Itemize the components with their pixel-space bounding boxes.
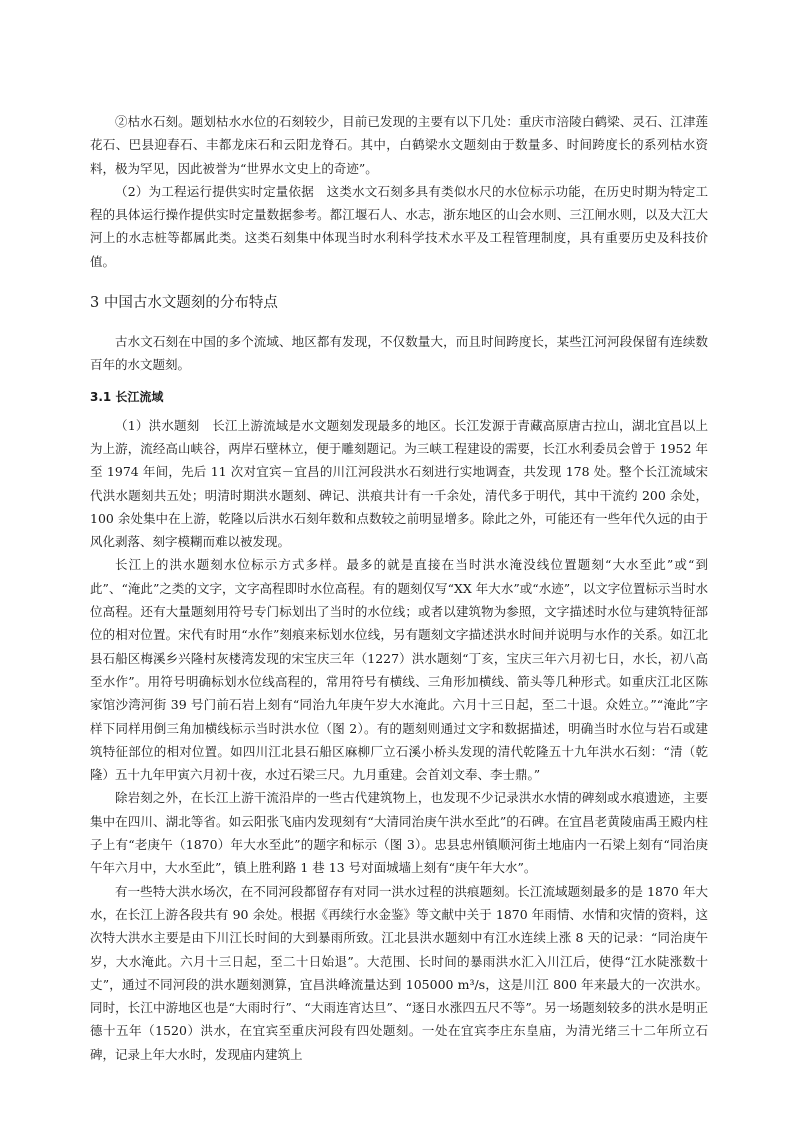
paragraph-engineering-basis: （2）为工程运行提供实时定量依据 这类水文石刻多具有类似水尺的水位标示功能，在历史时期为特定工程的具体运行操作提供实时定量数据参考。都江堰石人、水志，浙东地区的山会水则、三江闸水则，以及大江大河上的水志桩等都属此类。这类石刻集中体现当时水利科学技术水平及工程管理制度，具有重要历史及科技价值。 [90, 183, 708, 269]
paragraph-building-records: 除岩刻之外，在长江上游干流沿岸的一些古代建筑物上，也发现不少记录洪水水情的碑刻或水痕遗迹，主要集中在四川、湖北等省。如云阳张飞庙内发现刻有“大清同治庚午洪水至此”的石碑。在宜昌老黄陵庙禹王殿内柱子上有“老庚午（1870）年大水至此”的题字和标示（图 3）。忠县忠州镇顺河街土地庙内一石梁上刻有“同治庚午年六月中，大水至此”，镇上胜利路 1 巷 13 号对面城墙上刻有“庚午年大水”。 [90, 790, 708, 876]
section-3-heading: 3 中国古水文题刻的分布特点 [90, 295, 278, 312]
paragraph-dry-water-inscriptions: ②枯水石刻。题划枯水水位的石刻较少，目前已发现的主要有以下几处：重庆市涪陵白鹤梁、灵石、江津莲花石、巴县迎春石、丰都龙床石和云阳龙脊石。其中，白鹤梁水文题刻由于数量多、时间跨度长的系列枯水资料，极为罕见，因此被誉为“世界水文史上的奇迹”。 [90, 114, 708, 176]
section-3-intro: 古水文石刻在中国的多个流域、地区都有发现，不仅数量大，而且时间跨度长，某些江河河段保留有连续数百年的水文题刻。 [90, 334, 708, 373]
paragraph-flood-inscriptions: （1）洪水题刻 长江上游流域是水文题刻发现最多的地区。长江发源于青藏高原唐古拉山，湖北宜昌以上为上游，流经高山峡谷，两岸石壁林立，便于雕刻题记。为三峡工程建设的需要，长江水利委员会曾于 1952 年至 1974 年间，先后 11 次对宜宾－宜昌的川江河段洪水石刻进行实地调查，共发现 178 处。整个长江流域宋代洪水题刻共五处；明清时期洪水题刻、碑记、洪痕共计有一千余处，清代多于明代，其中干流约 200 余处，100 余处集中在上游，乾隆以后洪水石刻年数和点数较之前明显增多。除此之外，可能还有一些年代久远的由于风化剥落、刻字模糊而难以被发现。 [90, 417, 708, 550]
paragraph-water-level-marking: 长江上的洪水题刻水位标示方式多样。最多的就是直接在当时洪水淹没线位置题刻“大水至此”或“到此”、“淹此”之类的文字，文字高程即时水位高程。有的题刻仅写“XX 年大水”或“水迹”，以文字位置标示当时水位高程。还有大量题刻用符号专门标划出了当时的水位线；或者以建筑物为参照，文字描述时水位与建筑特征部位的相对位置。宋代有时用“水作”刻痕来标划水位线，另有题刻文字描述洪水时间并说明与水作的关系。如江北县石船区梅溪乡兴隆村灰楼湾发现的宋宝庆三年（1227）洪水题刻“丁亥，宝庆三年六月初七日，水长，初八高至水作”。用符号明确标划水位线高程的，常用符号有横线、三角形加横线、箭头等几种形式。如重庆江北区陈家馆沙湾河街 39 号门前石岩上刻有“同治九年庚午岁大水淹此。六月十三日起，至二十退。众姓立。”“淹此”字样下同样用倒三角加横线标示当时洪水位（图 2）。有的题刻则通过文字和数据描述，明确当时水位与岩石或建筑特征部位的相对位置。如四川江北县石船区麻柳厂立石溪小桥头发现的清代乾隆五十九年洪水石刻：“清（乾隆）五十九年甲寅六月初十夜，水过石梁三尺。九月重建。会首刘文奉、李士鼎。” [90, 557, 708, 783]
section-3-1-heading: 3.1 长江流域 [90, 389, 164, 404]
paragraph-major-floods: 有一些特大洪水场次，在不同河段都留存有对同一洪水过程的洪痕题刻。长江流域题刻最多的是 1870 年大水，在长江上游各段共有 90 余处。根据《再续行水金鉴》等文献中关于 1870 年雨情、水情和灾情的资料，这次特大洪水主要是由下川江长时间的大到暴雨所致。江北县洪水题刻中有江水连续上涨 8 天的记录：“同治庚午岁，大水淹此。六月十三日起，至二十日始退”。大范围、长时间的暴雨洪水汇入川江后，使得“江水陡涨数十丈”，通过不同河段的洪水题刻测算，宜昌洪峰流量达到 105000 m³/s，这是川江 800 年来最大的一次洪水。同时，长江中游地区也是“大雨时行”、“大雨连宵达旦”、“逐日水涨四五尺不等”。另一场题刻较多的洪水是明正德十五年（1520）洪水，在宜宾至重庆河段有四处题刻。一处在宜宾李庄东皇庙，为清光绪三十二年所立石碑，记录上年大水时，发现庙内建筑上 [90, 883, 708, 1062]
document-page [90, 110, 708, 1066]
